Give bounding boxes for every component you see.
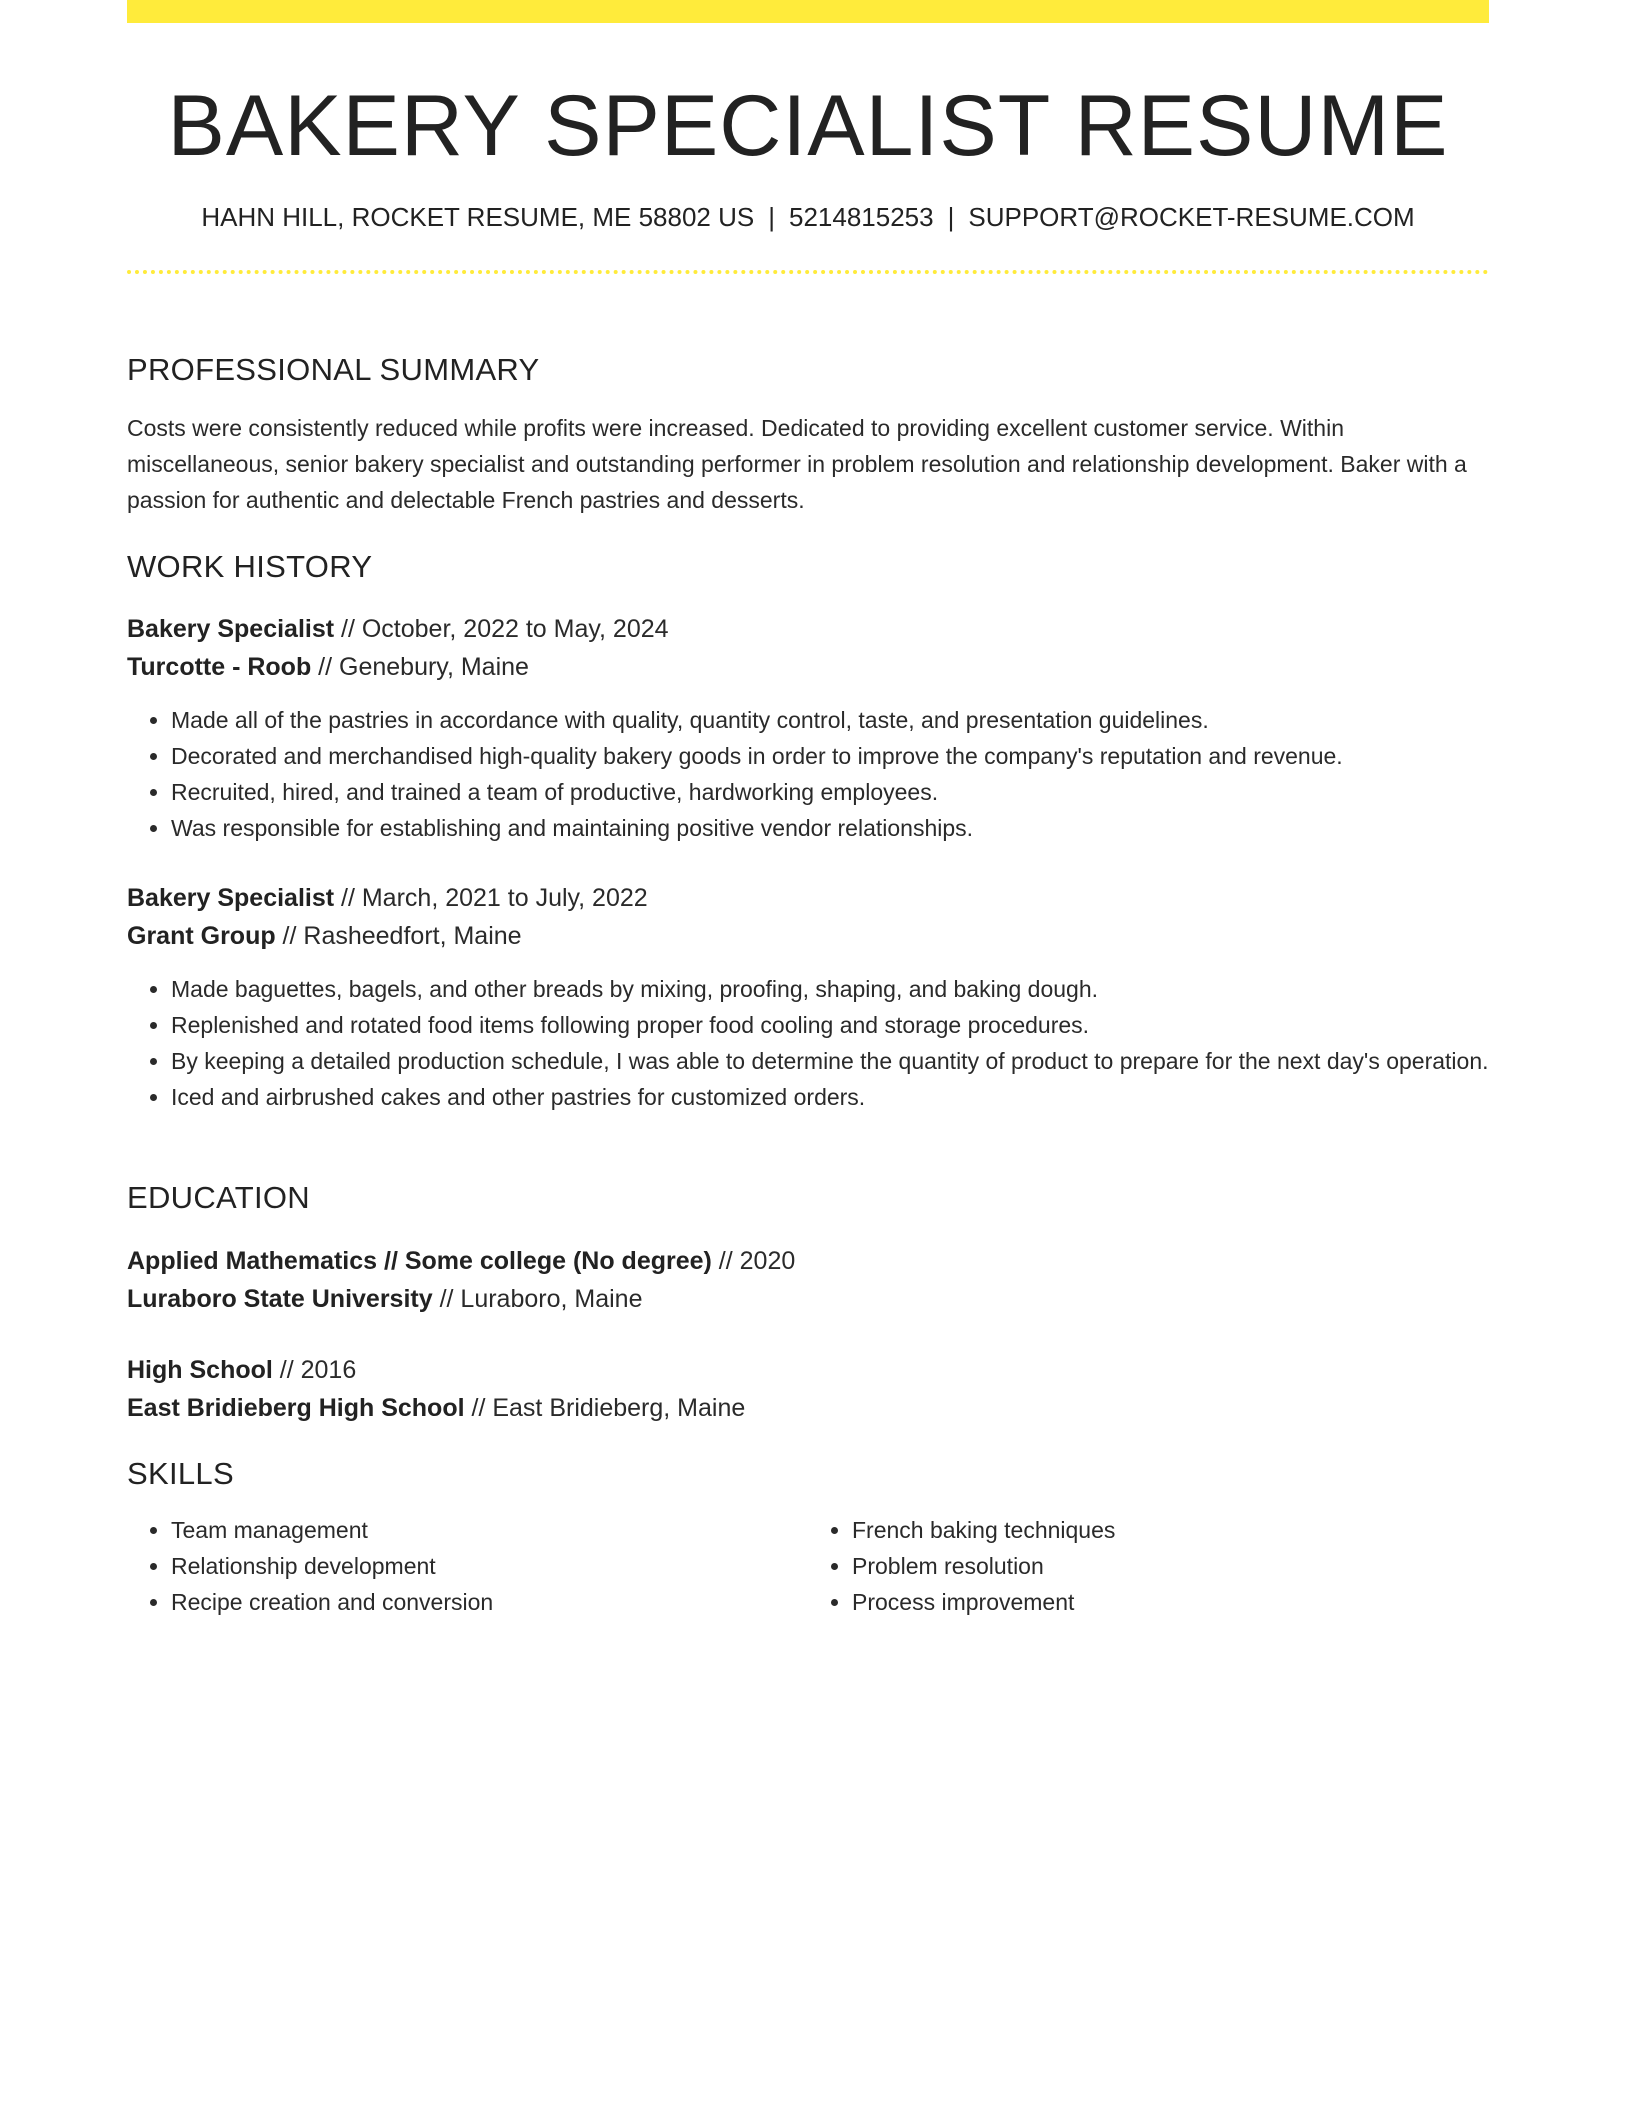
job-title-line: [127, 610, 1489, 648]
job-bullet: • Was responsible for establishing and maintaining positive vendor relationships.: [171, 810, 1489, 846]
resume-title: BAKERY SPECIALIST RESUME: [167, 78, 1449, 174]
education-year: // 2016: [272, 1356, 357, 1384]
skills-section: [127, 1456, 1489, 1620]
education-school-line: [127, 1389, 1489, 1427]
education-location: // Luraboro, Maine: [432, 1285, 643, 1313]
skills-list-left: [127, 1512, 808, 1620]
job-bullet: • Iced and airbrushed cakes and other pastries for customized orders.: [171, 1079, 1489, 1115]
education-school: East Bridieberg High School: [127, 1394, 465, 1422]
work-history-section: [127, 549, 1489, 585]
skill-item: • Team management: [171, 1512, 808, 1548]
job-bullets: [127, 971, 1489, 1115]
education-school-line: [127, 1280, 1489, 1318]
education-heading: EDUCATION: [127, 1180, 310, 1215]
education-entry: [127, 1242, 1489, 1318]
summary-heading: PROFESSIONAL SUMMARY: [127, 352, 540, 387]
summary-section: [127, 352, 1489, 518]
summary-text: Costs were consistently reduced while profits were increased. Dedicated to providing excellent customer service. Within miscellaneous, senior bakery specialist and outstanding performer in problem resolution and relationship development. Baker with a passion for authentic and delectable French pastries and desserts.: [127, 415, 1467, 513]
job-bullet: • Replenished and rotated food items following proper food cooling and storage procedures.: [171, 1007, 1489, 1043]
job-bullet: • Recruited, hired, and trained a team of productive, hardworking employees.: [171, 774, 1489, 810]
education-location: // East Bridieberg, Maine: [464, 1394, 746, 1422]
contact-phone[interactable]: 5214815253: [789, 202, 934, 232]
job-company-line: [127, 917, 1489, 955]
job-title: Bakery Specialist: [127, 884, 335, 912]
job-dates: // March, 2021 to July, 2022: [334, 884, 648, 912]
job-location: // Genebury, Maine: [311, 653, 529, 681]
education-degree: Applied Mathematics // Some college (No degree): [127, 1247, 712, 1275]
education-degree: High School: [127, 1356, 273, 1384]
job-bullet: • Made baguettes, bagels, and other breads by mixing, proofing, shaping, and baking dough.: [171, 971, 1489, 1007]
skill-item: • Process improvement: [852, 1584, 1489, 1620]
education-section: [127, 1180, 1489, 1216]
education-degree-line: [127, 1242, 1489, 1280]
skill-item: • Recipe creation and conversion: [171, 1584, 808, 1620]
contact-line: [127, 202, 1489, 232]
skills-columns: [127, 1512, 1489, 1620]
skill-item: • French baking techniques: [852, 1512, 1489, 1548]
accent-top-bar: [127, 0, 1489, 23]
job-company: Turcotte - Roob: [127, 653, 312, 681]
job-company-line: [127, 648, 1489, 686]
job-dates: // October, 2022 to May, 2024: [334, 615, 669, 643]
skill-item: • Relationship development: [171, 1548, 808, 1584]
job-title: Bakery Specialist: [127, 615, 335, 643]
contact-email[interactable]: SUPPORT@ROCKET-RESUME.COM: [968, 202, 1415, 232]
contact-separator: |: [768, 202, 775, 232]
job-bullet: • Decorated and merchandised high-quality bakery goods in order to improve the company's reputation and revenue.: [171, 738, 1489, 774]
job-bullet: • Made all of the pastries in accordance with quality, quantity control, taste, and presentation guidelines.: [171, 702, 1489, 738]
skill-item: • Problem resolution: [852, 1548, 1489, 1584]
skills-heading: SKILLS: [127, 1456, 234, 1491]
resume-page: [127, 0, 1489, 1615]
work-history-heading: WORK HISTORY: [127, 549, 373, 584]
education-degree-line: [127, 1351, 1489, 1389]
job-bullet: • By keeping a detailed production schedule, I was able to determine the quantity of product to prepare for the next day's operation.: [171, 1043, 1489, 1079]
contact-address: HAHN HILL, ROCKET RESUME, ME 58802 US: [201, 202, 755, 232]
job-entry: [127, 610, 1489, 846]
contact-separator: |: [947, 202, 955, 232]
job-entry: [127, 879, 1489, 1115]
job-company: Grant Group: [127, 922, 276, 950]
job-location: // Rasheedfort, Maine: [275, 922, 522, 950]
job-title-line: [127, 879, 1489, 917]
education-entry: [127, 1351, 1489, 1427]
education-year: // 2020: [711, 1247, 796, 1275]
skills-list-right: [808, 1512, 1489, 1620]
dotted-divider: [127, 270, 1489, 274]
job-bullets: [127, 702, 1489, 846]
education-school: Luraboro State University: [127, 1285, 433, 1313]
